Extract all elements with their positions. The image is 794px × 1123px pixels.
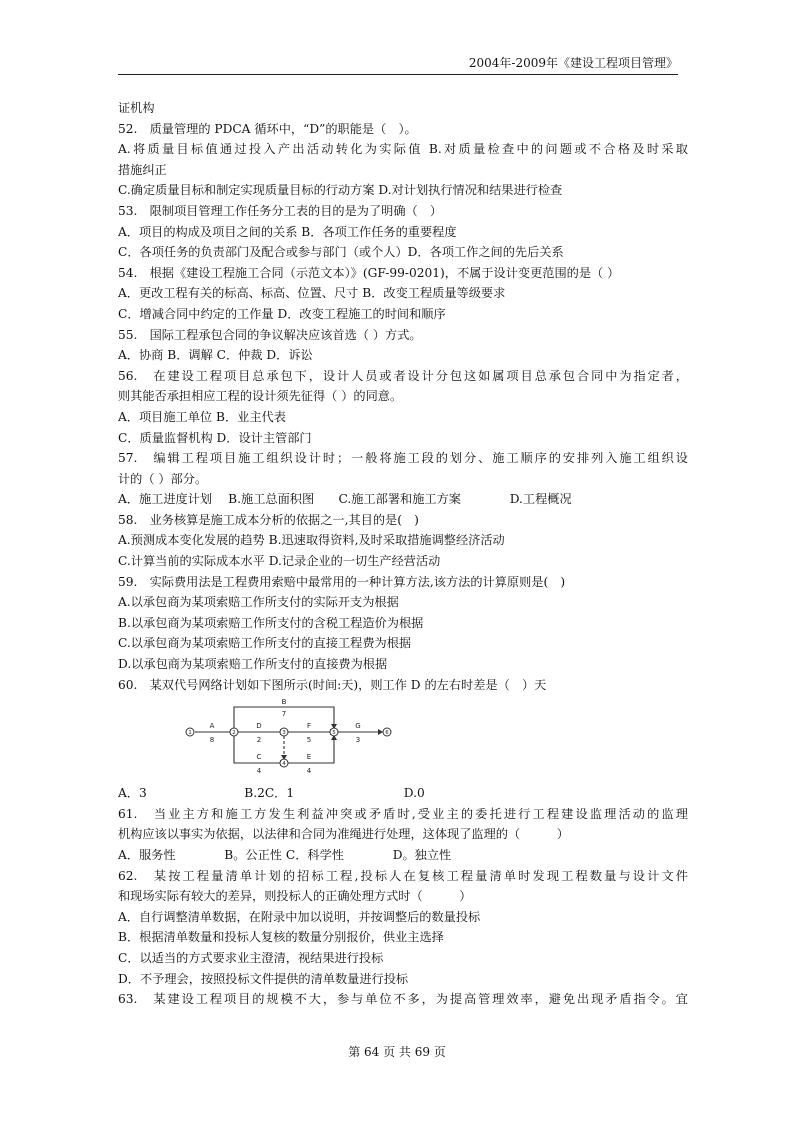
text-line: A.将质量目标值通过投入产出活动转化为实际值 B.对质量检查中的问题或不合格及时采取	[118, 142, 688, 157]
activity-duration: 4	[306, 767, 312, 776]
question-60: 60. 某双代号网络计划如下图所示(时间:天)，则工作 D 的左右时差是（ ）天	[118, 677, 547, 692]
node-label: 1	[188, 730, 192, 737]
question-57: 57. 编辑工程项目施工组织设计时；一般将施工段的划分、施工顺序的安排列入施工组织设	[118, 451, 688, 466]
text-line: A．服务性 B。公正性 C．科学性 D。独立性	[118, 848, 452, 862]
text-line: 和现场实际有较大的差异，则投标人的正确处理方式时（ ）	[118, 889, 472, 904]
question-61: 61. 当业主方和施工方发生利益冲突或矛盾时,受业主的委托进行工程建设监理活动的监理	[118, 806, 688, 821]
activity-duration: 7	[281, 710, 287, 719]
text-line: 则其能否承担相应工程的设计须先征得（ ）的同意。	[118, 389, 403, 404]
activity-name: A	[209, 722, 215, 731]
text-line: A．更改工程有关的标高、标高、位置、尺寸 B．改变工程质量等级要求	[118, 286, 506, 301]
activity-duration: 5	[306, 736, 312, 745]
network-diagram-svg	[178, 697, 408, 781]
text-line: 措施纠正	[118, 162, 167, 177]
page-number: 第 64 页 共 69 页	[348, 1045, 446, 1059]
text-line: A．3 B.2C．1 D.0	[118, 786, 425, 801]
text-line: B．根据清单数量和投标人复核的数量分别报价，供业主选择	[118, 930, 444, 945]
activity-name: G	[355, 722, 361, 731]
text-line: 计的（ ）部分。	[118, 471, 208, 486]
node-label: 3	[282, 730, 286, 737]
text-line: C.计算当前的实际成本水平 D.记录企业的一切生产经营活动	[118, 554, 441, 569]
activity-duration: 4	[256, 767, 262, 776]
question-58: 58. 业务核算是施工成本分析的依据之一,其目的是( )	[118, 512, 419, 527]
activity-duration: 3	[355, 736, 361, 745]
node-label: 2	[232, 730, 236, 737]
text-line: A．自行调整清单数据，在附录中加以说明，并按调整后的数量投标	[118, 909, 481, 924]
question-53: 53. 限制项目管理工作任务分工表的目的是为了明确（ ）	[118, 203, 443, 218]
question-63: 63. 某建设工程项目的规模不大，参与单位不多，为提高管理效率，避免出现矛盾指令。宜	[118, 992, 688, 1007]
text-line: D．不予理会，按照投标文件提供的清单数量进行投标	[118, 971, 409, 986]
text-line: A.预测成本变化发展的趋势 B.迅速取得资料,及时采取措施调整经济活动	[118, 533, 505, 548]
activity-name: C	[256, 753, 262, 762]
activity-name: D	[256, 722, 262, 731]
document-body	[118, 98, 688, 1010]
activity-name: F	[306, 722, 312, 731]
text-line: C．增减合同中约定的工作量 D．改变工程施工的时间和顺序	[118, 306, 446, 321]
node-label: 4	[282, 761, 286, 768]
question-55: 55. 国际工程承包合同的争议解决应该首选（ ）方式。	[118, 327, 422, 342]
question-59: 59. 实际费用法是工程费用索赔中最常用的一种计算方法,该方法的计算原则是( )	[118, 574, 566, 589]
text-line: C.以承包商为某项索赔工作所支付的直接工程费为根据	[118, 636, 412, 651]
text-line: C．质量监督机构 D．设计主管部门	[118, 430, 312, 445]
question-54: 54. 根据《建设工程施工合同（示范文本）》(GF-99-0201)，不属于设计变更范围的是（ ）	[118, 265, 620, 280]
text-line: A．协商 B．调解 C．仲裁 D．诉讼	[118, 348, 313, 363]
text-line: 证机构	[118, 101, 155, 115]
activity-duration: 2	[256, 736, 262, 745]
text-line: C．各项任务的负责部门及配合或参与部门（或个人）D．各项工作之间的先后关系	[118, 245, 564, 260]
text-line: A.以承包商为某项索赔工作所支付的实际开支为根据	[118, 595, 399, 610]
node-label: 6	[385, 730, 389, 737]
text-line: C．以适当的方式要求业主澄清，视结果进行投标	[118, 950, 384, 965]
activity-name: B	[281, 698, 287, 707]
question-62: 62. 某按工程量清单计划的招标工程,投标人在复核工程量清单时发现工程数量与设计文件	[118, 868, 688, 883]
text-line: D.以承包商为某项索赔工作所支付的直接费为根据	[118, 657, 388, 672]
network-diagram	[118, 695, 688, 783]
node-label: 5	[332, 730, 336, 737]
activity-name: E	[306, 753, 312, 762]
text-line: C.确定质量目标和制定实现质量目标的行动方案 D.对计划执行情况和结果进行检查	[118, 183, 563, 198]
text-line: A．项目的构成及项目之间的关系 B．各项工作任务的重要程度	[118, 224, 457, 239]
text-line: A．项目施工单位 B．业主代表	[118, 409, 286, 424]
text-line: A．施工进度计划 B.施工总面积图 C.施工部署和施工方案 D.工程概况	[118, 492, 572, 507]
activity-duration: 8	[209, 736, 215, 745]
header-title: 2004年-2009年《建设工程项目管理》	[468, 56, 678, 70]
text-line: B.以承包商为某项索赔工作所支付的含税工程造价为根据	[118, 615, 424, 630]
question-56: 56. 在建设工程项目总承包下，设计人员或者设计分包这如属项目总承包合同中为指定者，	[118, 368, 688, 383]
page-header	[118, 54, 678, 75]
question-52: 52. 质量管理的 PDCA 循环中，“D”的职能是（ ）。	[118, 121, 417, 136]
page-footer	[0, 1043, 794, 1060]
text-line: 机构应该以事实为依据，以法律和合同为准绳进行处理，这体现了监理的（ ）	[118, 827, 569, 842]
